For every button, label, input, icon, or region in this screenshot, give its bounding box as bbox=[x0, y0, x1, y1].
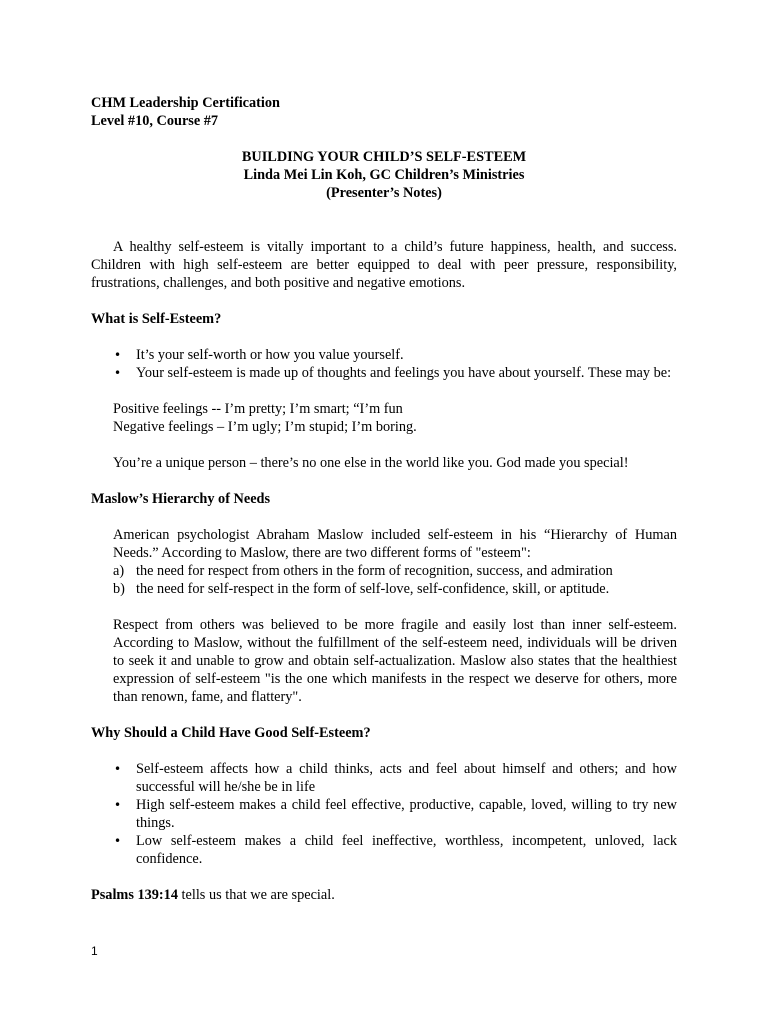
feelings-examples bbox=[91, 400, 677, 436]
list-item: • High self-esteem makes a child feel effective, productive, capable, loved, willing to try new things. bbox=[136, 796, 677, 832]
course-title: CHM Leadership Certification bbox=[91, 95, 281, 111]
unique-statement: You’re a unique person – there’s no one else in the world like you. God made you special! bbox=[113, 455, 629, 471]
list-item-text: the need for self-respect in the form of self-love, self-confidence, skill, or aptitude. bbox=[136, 581, 610, 597]
maslow-paragraph-2: Respect from others was believed to be more fragile and easily lost than inner self-esteem. According to Maslow, without the fulfillment of the self-esteem need, individuals will be driven to seek it and unable to grow and obtain self-actualization. Maslow also states that the healthiest expression of self-esteem "is the one which manifests in the respect we deserve for others, more than renown, fame, and flattery". bbox=[113, 617, 677, 705]
list-item bbox=[113, 580, 677, 598]
why-bullet-list bbox=[91, 760, 677, 868]
scripture-reference: Psalms 139:14 bbox=[91, 887, 178, 903]
list-item bbox=[113, 562, 677, 580]
section-heading-why: Why Should a Child Have Good Self-Esteem? bbox=[91, 725, 371, 741]
positive-feelings: Positive feelings -- I’m pretty; I’m smart; “I’m fun bbox=[113, 401, 403, 417]
list-marker: b) bbox=[113, 581, 125, 597]
section-heading-what-is: What is Self-Esteem? bbox=[91, 311, 222, 327]
maslow-paragraph-1: American psychologist Abraham Maslow included self-esteem in his “Hierarchy of Human Needs.” According to Maslow, there are two different forms of "esteem": bbox=[113, 527, 677, 561]
intro-paragraph: A healthy self-esteem is vitally important to a child’s future happiness, health, and success. Children with high self-esteem are better equipped to deal with peer pressure, responsibility, frustrations, challenges, and both positive and negative emotions. bbox=[91, 239, 677, 291]
closing-line bbox=[91, 886, 677, 904]
list-item: • Low self-esteem makes a child feel ineffective, worthless, incompetent, unloved, lack confidence. bbox=[136, 832, 677, 868]
list-marker: a) bbox=[113, 563, 125, 579]
document-page bbox=[91, 94, 677, 904]
page-number: 1 bbox=[91, 944, 98, 958]
closing-text: tells us that we are special. bbox=[177, 887, 335, 903]
list-item: • It’s your self-worth or how you value yourself. bbox=[136, 346, 677, 364]
title-block bbox=[91, 148, 677, 202]
negative-feelings: Negative feelings – I’m ugly; I’m stupid; I’m boring. bbox=[113, 419, 417, 435]
esteem-forms-list bbox=[91, 562, 677, 598]
list-item-text: the need for respect from others in the form of recognition, success, and admiration bbox=[136, 563, 613, 579]
list-item: • Self-esteem affects how a child thinks, acts and feel about himself and others; and how successful will he/she be in life bbox=[136, 760, 677, 796]
course-level: Level #10, Course #7 bbox=[91, 113, 219, 129]
what-is-bullet-list bbox=[91, 346, 677, 382]
document-author: Linda Mei Lin Koh, GC Children’s Ministries bbox=[243, 167, 525, 183]
list-item: • Your self-esteem is made up of thoughts and feelings you have about yourself. These may be: bbox=[136, 364, 677, 382]
document-title: BUILDING YOUR CHILD’S SELF-ESTEEM bbox=[241, 149, 527, 165]
document-note: (Presenter’s Notes) bbox=[326, 185, 442, 201]
section-heading-maslow: Maslow’s Hierarchy of Needs bbox=[91, 491, 271, 507]
